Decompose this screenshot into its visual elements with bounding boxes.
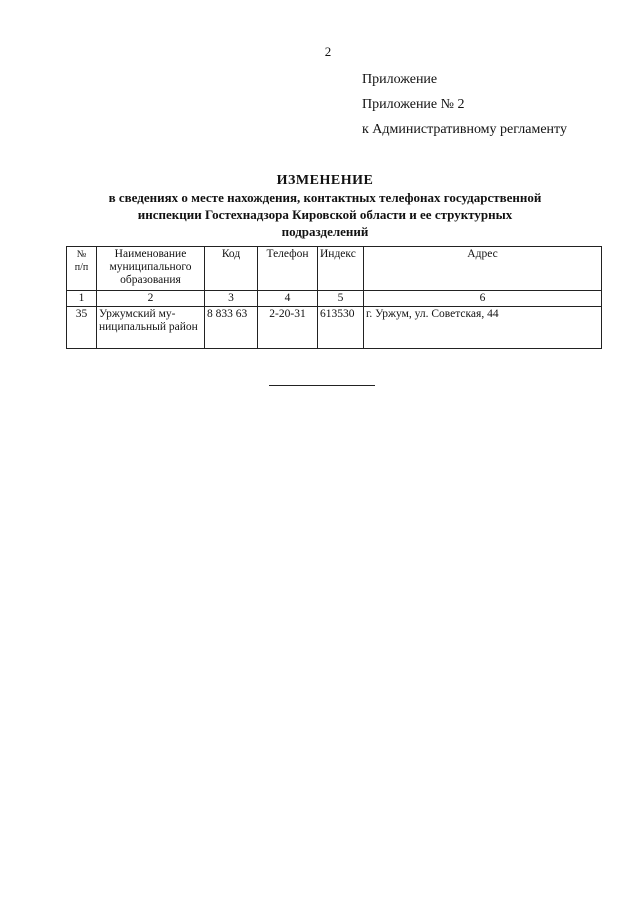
row-address: г. Уржум, ул. Советская, 44 [364,307,602,349]
numbering-cell: 3 [205,291,258,307]
header-num [67,247,97,291]
table-row [67,307,602,349]
numbering-cell: 2 [97,291,205,307]
title-line-3: подразделений [281,224,369,239]
header-index: Индекс [318,247,364,291]
title-line-1: в сведениях о месте нахождения, контактных телефонах государственной [108,190,542,205]
data-table [66,246,602,349]
page-number: 2 [324,44,332,59]
row-code: 8 833 63 [205,307,258,349]
row-index: 613530 [318,307,364,349]
table-numbering-row [67,291,602,307]
appendix-block [362,67,567,142]
table-header-row [67,247,602,291]
row-name: Уржумский му-ниципальный район [97,307,205,349]
numbering-cell: 5 [318,291,364,307]
title-line-2: инспекции Гостехнадзора Кировской области и ее структурных [137,207,513,222]
numbering-cell: 6 [364,291,602,307]
row-phone: 2-20-31 [258,307,318,349]
appendix-line-2: Приложение № 2 [362,97,465,112]
header-code: Код [205,247,258,291]
header-name: Наименование муниципального образования [97,247,205,291]
end-rule [269,385,375,386]
header-address: Адрес [364,247,602,291]
header-phone: Телефон [258,247,318,291]
appendix-line-3: к Административному регламенту [362,122,567,137]
title-main: ИЗМЕНЕНИЕ [276,173,374,188]
header-num-top: № [76,249,87,260]
numbering-cell: 4 [258,291,318,307]
row-num: 35 [67,307,97,349]
appendix-line-1: Приложение [362,72,438,87]
document-title [60,172,590,240]
numbering-cell: 1 [67,291,97,307]
header-num-bottom: п/п [74,262,89,273]
